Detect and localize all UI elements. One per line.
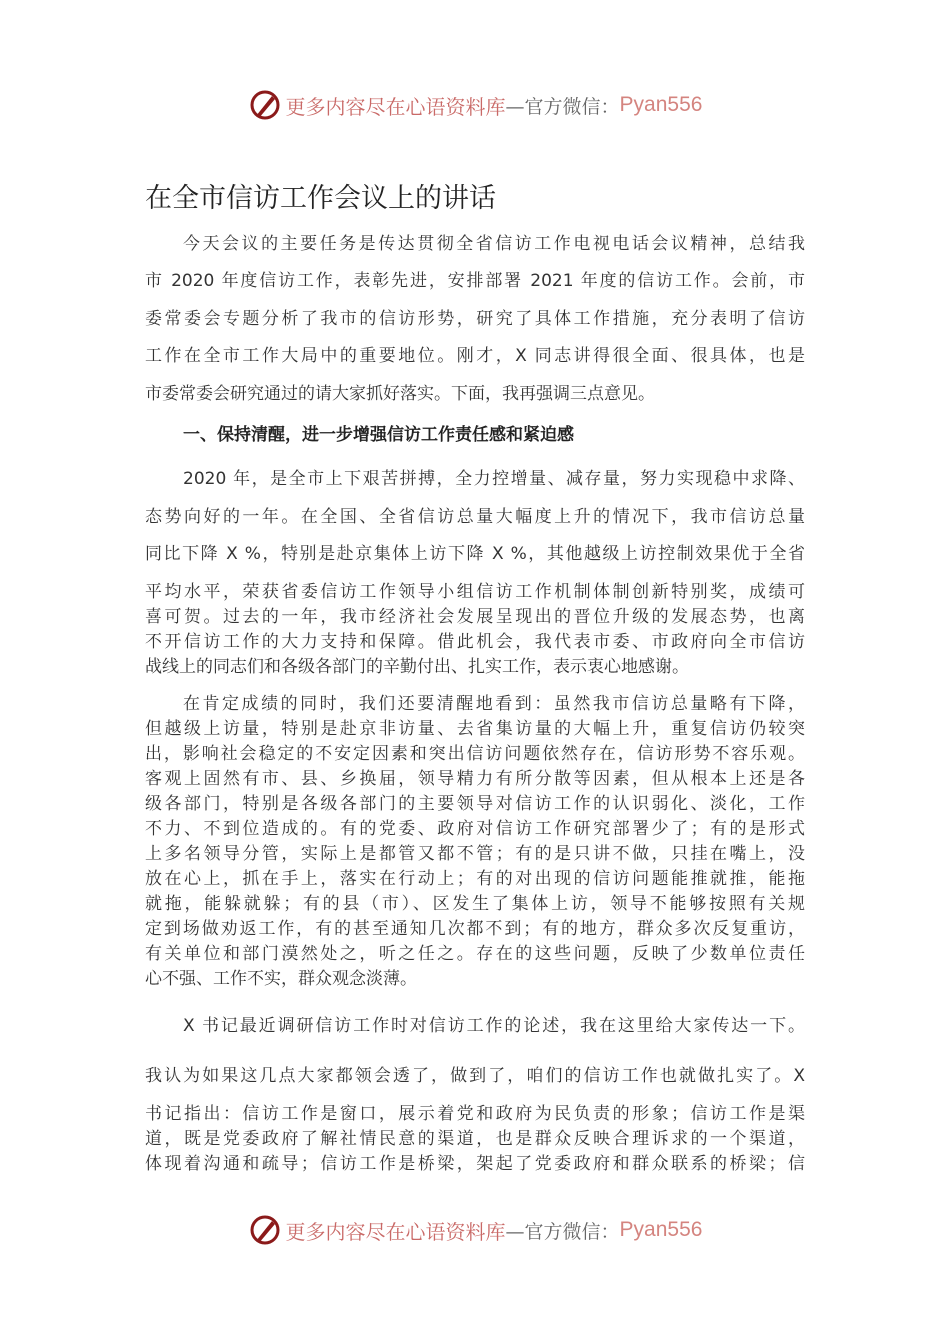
pen-logo-icon bbox=[248, 88, 282, 122]
pen-logo-icon bbox=[248, 1213, 282, 1247]
footer-watermark-banner bbox=[0, 1210, 950, 1250]
banner-wechat-id: Pyan556 bbox=[619, 1218, 703, 1241]
text-line: 道，既是党委政府了解社情民意的渠道，也是群众反映合理诉求的一个渠道， bbox=[145, 1129, 805, 1149]
text-line: 2020 年，是全市上下艰苦拼搏，全力控增量、减存量，努力实现稳中求降、 bbox=[183, 469, 805, 489]
text-line: 喜可贺。过去的一年，我市经济社会发展呈现出的晋位升级的发展态势，也离 bbox=[145, 607, 805, 627]
text-line: 定到场做劝返工作，有的甚至通知几次都不到；有的地方，群众多次反复重访， bbox=[145, 919, 805, 939]
text-line: 平均水平，荣获省委信访工作领导小组信访工作机制体制创新特别奖，成绩可 bbox=[145, 582, 805, 602]
text-line: X 书记最近调研信访工作时对信访工作的论述，我在这里给大家传达一下。 bbox=[183, 1016, 805, 1036]
header-watermark-banner bbox=[0, 85, 950, 125]
text-line: 上多名领导分管，实际上是都管又都不管；有的是只讲不做，只挂在嘴上，没 bbox=[145, 844, 805, 864]
text-line: 市委常委会研究通过的请大家抓好落实。下面，我再强调三点意见。 bbox=[145, 384, 655, 404]
text-line: 不力、不到位造成的。有的党委、政府对信访工作研究部署少了；有的是形式 bbox=[145, 819, 805, 839]
text-line: 客观上固然有市、县、乡换届，领导精力有所分散等因素，但从根本上还是各 bbox=[145, 769, 805, 789]
document-title: 在全市信访工作会议上的讲话 bbox=[145, 183, 496, 214]
banner-wechat-label: —官方微信： bbox=[505, 95, 620, 118]
text-line: 出，影响社会稳定的不安定因素和突出信访问题依然存在，信访形势不容乐观。 bbox=[145, 744, 805, 764]
text-line: 态势向好的一年。在全国、全省信访总量大幅度上升的情况下，我市信访总量 bbox=[145, 507, 805, 527]
text-line: 今天会议的主要任务是传达贯彻全省信访工作电视电话会议精神，总结我 bbox=[183, 234, 805, 254]
text-line: 书记指出：信访工作是窗口，展示着党和政府为民负责的形象；信访工作是渠 bbox=[145, 1104, 805, 1124]
text-line: 同比下降 X %，特别是赴京集体上访下降 X %，其他越级上访控制效果优于全省 bbox=[145, 544, 805, 564]
text-line: 放在心上，抓在手上，落实在行动上；有的对出现的信访问题能推就推，能拖 bbox=[145, 869, 805, 889]
text-line: 心不强、工作不实，群众观念淡薄。 bbox=[145, 969, 417, 989]
text-line: 体现着沟通和疏导；信访工作是桥梁，架起了党委政府和群众联系的桥梁；信 bbox=[145, 1154, 805, 1174]
text-line: 我认为如果这几点大家都领会透了，做到了，咱们的信访工作也就做扎实了。X bbox=[145, 1066, 805, 1086]
text-line: 委常委会专题分析了我市的信访形势，研究了具体工作措施，充分表明了信访 bbox=[145, 309, 805, 329]
text-line: 在肯定成绩的同时，我们还要清醒地看到：虽然我市信访总量略有下降， bbox=[183, 694, 805, 714]
text-line: 就拖，能躲就躲；有的县（市）、区发生了集体上访，领导不能够按照有关规 bbox=[145, 894, 805, 914]
text-line: 市 2020 年度信访工作，表彰先进，安排部署 2021 年度的信访工作。会前，市 bbox=[145, 271, 805, 291]
text-line: 但越级上访量，特别是赴京非访量、去省集访量的大幅上升，重复信访仍较突 bbox=[145, 719, 805, 739]
banner-text: 更多内容尽在心语资料库 bbox=[285, 94, 506, 119]
text-line: 战线上的同志们和各级各部门的辛勤付出、扎实工作，表示衷心地感谢。 bbox=[145, 657, 689, 677]
text-line: 级各部门，特别是各级各部门的主要领导对信访工作的认识弱化、淡化，工作 bbox=[145, 794, 805, 814]
text-line: 工作在全市工作大局中的重要地位。刚才，X 同志讲得很全面、很具体，也是 bbox=[145, 346, 805, 366]
banner-text: 更多内容尽在心语资料库 bbox=[285, 1219, 506, 1244]
banner-wechat-label: —官方微信： bbox=[505, 1220, 620, 1243]
section-heading-1: 一、保持清醒，进一步增强信访工作责任感和紧迫感 bbox=[183, 425, 574, 445]
text-line: 不开信访工作的大力支持和保障。借此机会，我代表市委、市政府向全市信访 bbox=[145, 632, 805, 652]
text-line: 有关单位和部门漠然处之，听之任之。存在的这些问题，反映了少数单位责任 bbox=[145, 944, 805, 964]
banner-wechat-id: Pyan556 bbox=[619, 93, 703, 116]
